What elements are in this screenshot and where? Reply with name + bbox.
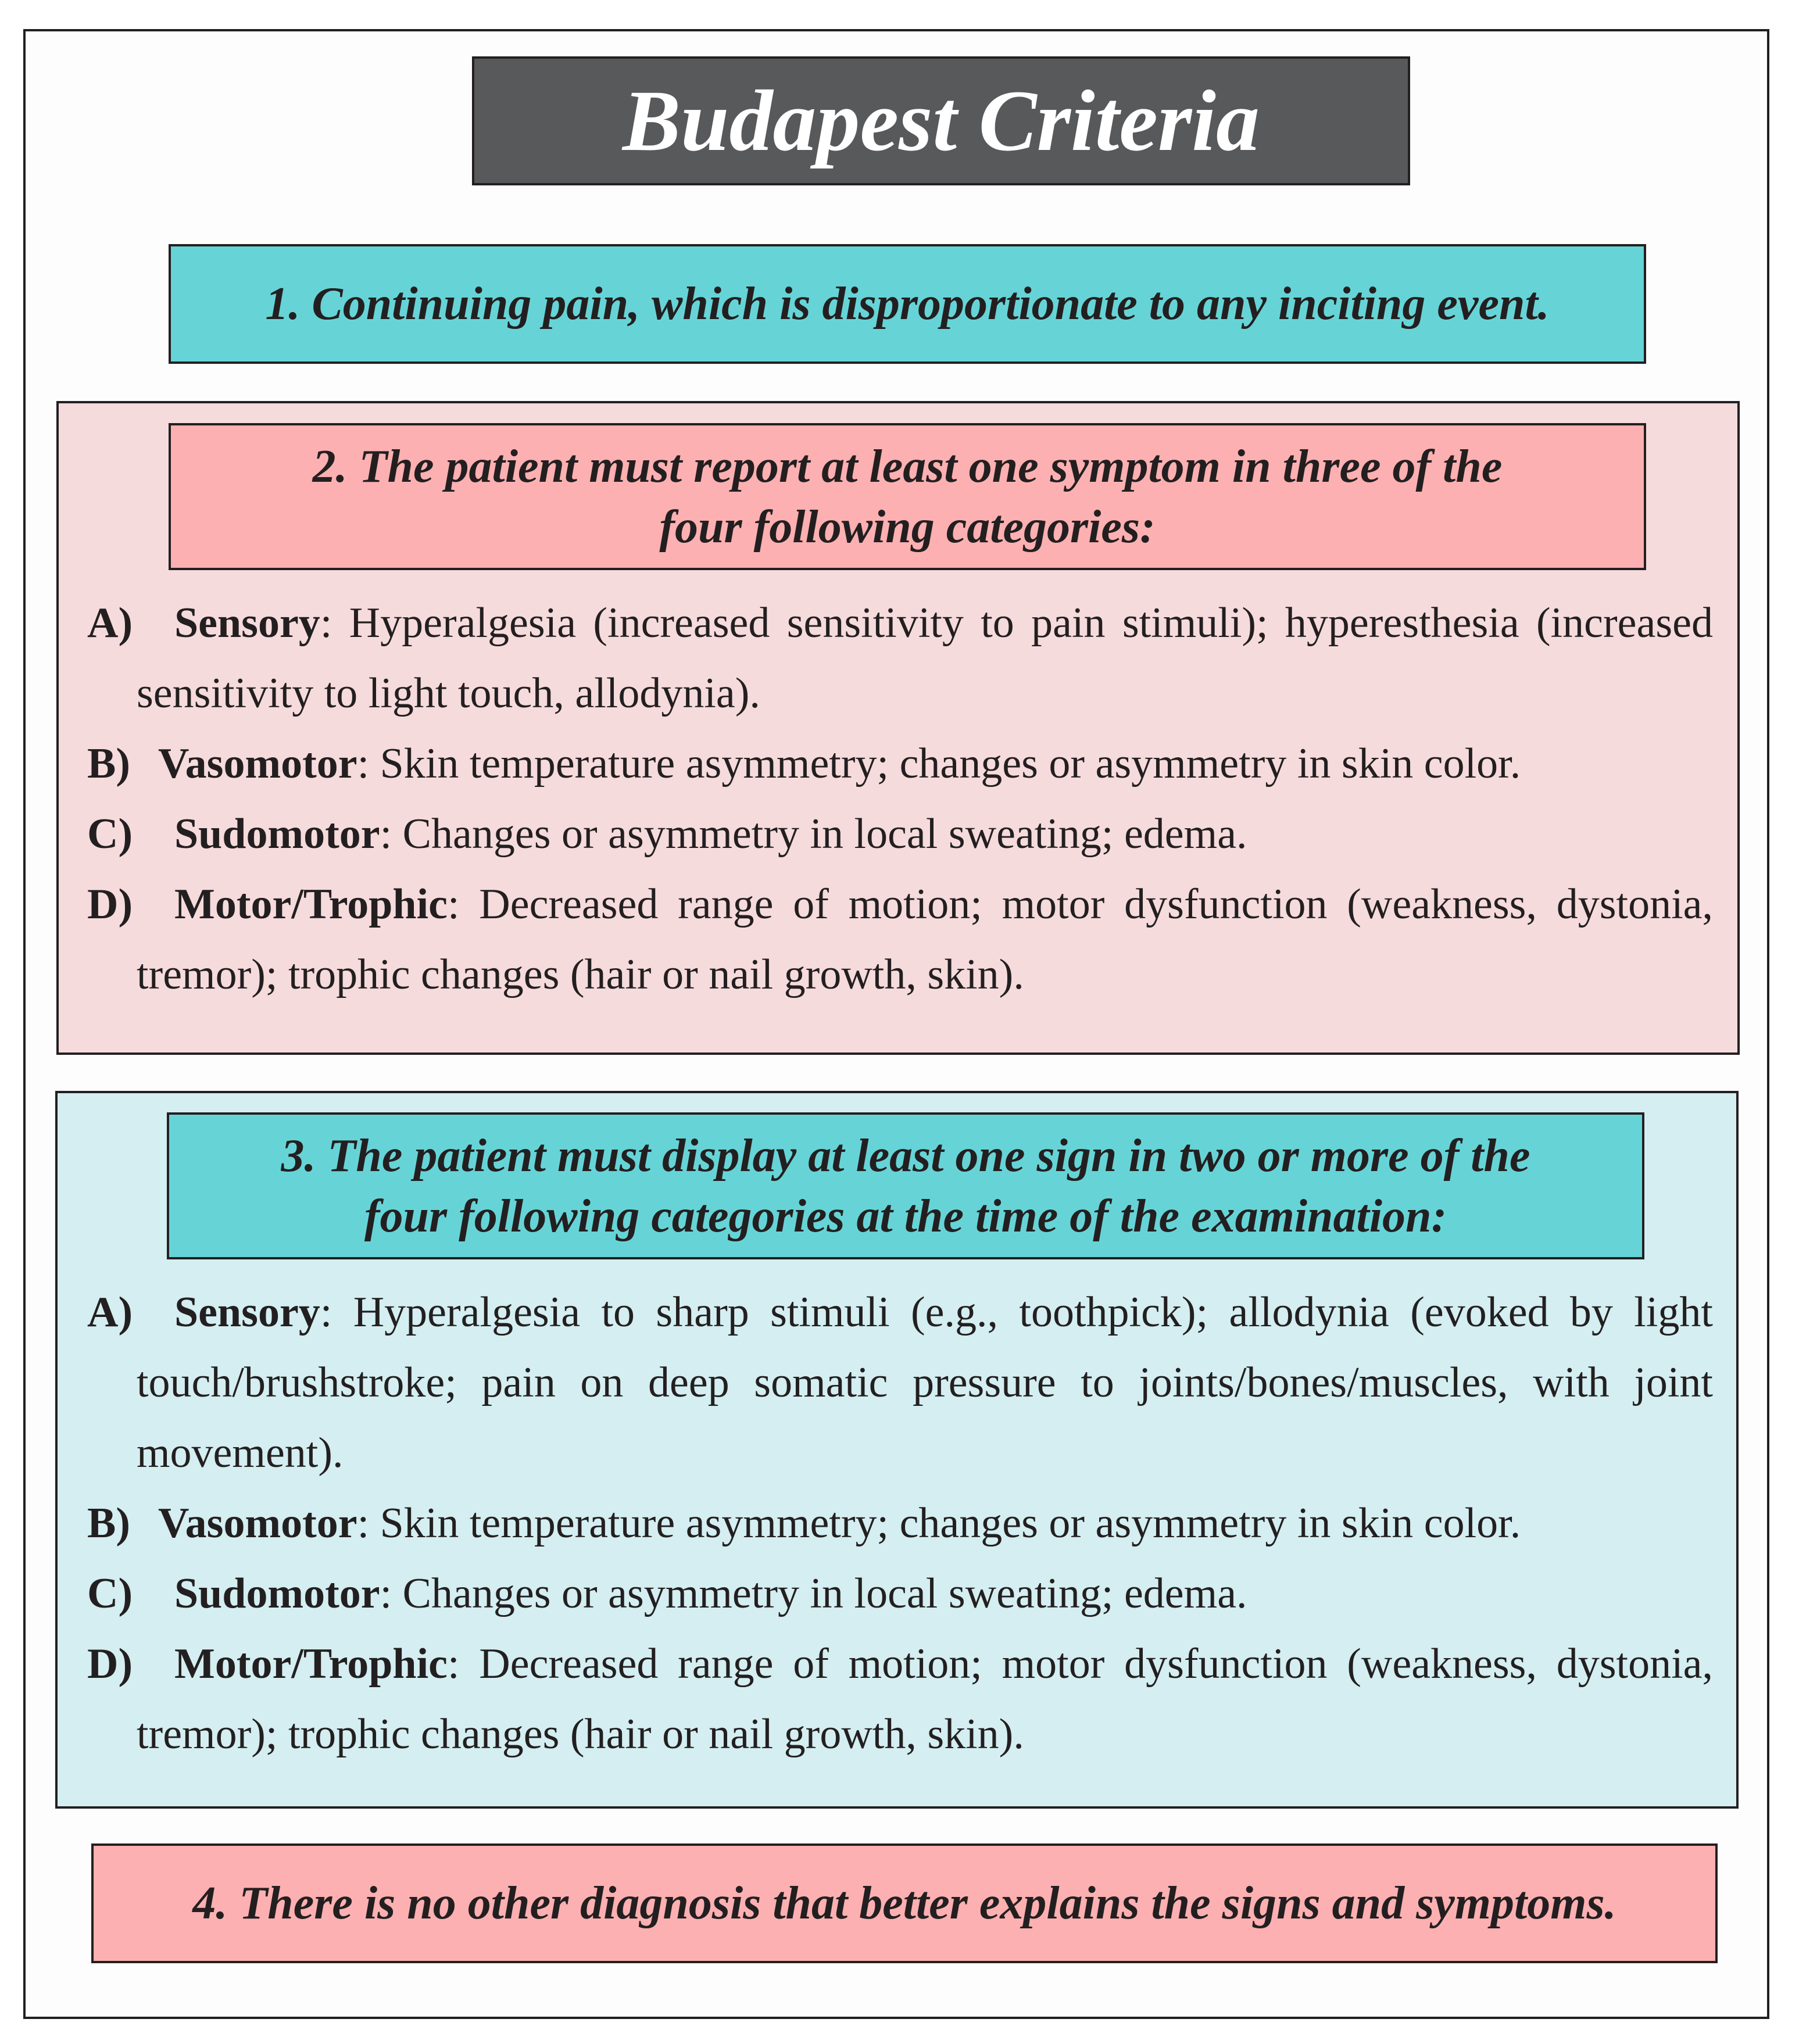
item-letter: B) — [87, 740, 130, 787]
criterion-4-text: 4. There is no other diagnosis that better explains the signs and symptoms. — [192, 1878, 1616, 1929]
list-item — [87, 588, 1713, 729]
criterion-2-heading — [169, 423, 1646, 570]
item-letter: B) — [87, 1499, 130, 1547]
criterion-2-heading-line-1: 2. The patient must report at least one symptom in three of the — [312, 441, 1503, 492]
list-item — [87, 869, 1713, 1010]
list-item — [87, 729, 1713, 799]
criterion-4-box — [91, 1843, 1718, 1963]
item-text: : Decreased range of motion; motor dysfunction (weakness, dystonia, tremor); trophic changes (hair or nail growth, skin). — [137, 880, 1713, 998]
item-category: Sensory — [174, 1288, 320, 1336]
criterion-2-list — [87, 588, 1713, 1010]
item-text: : Skin temperature asymmetry; changes or asymmetry in skin color. — [357, 740, 1521, 787]
item-text: : Changes or asymmetry in local sweating; edema. — [380, 1570, 1247, 1617]
criterion-1-text: 1. Continuing pain, which is disproportionate to any inciting event. — [265, 278, 1550, 330]
list-item — [87, 1277, 1713, 1488]
item-letter: C) — [87, 810, 133, 858]
criterion-3-list — [87, 1277, 1713, 1770]
criterion-3-heading — [167, 1112, 1644, 1259]
item-text: : Skin temperature asymmetry; changes or asymmetry in skin color. — [357, 1499, 1521, 1547]
item-letter: A) — [87, 1288, 133, 1336]
criterion-3-heading-line-2: four following categories at the time of the examination: — [364, 1190, 1447, 1242]
item-text: : Decreased range of motion; motor dysfunction (weakness, dystonia, tremor); trophic changes (hair or nail growth, skin). — [137, 1640, 1713, 1758]
item-category: Motor/Trophic — [174, 880, 448, 928]
item-letter: D) — [87, 880, 133, 928]
item-category: Sudomotor — [174, 1570, 380, 1617]
item-text: : Hyperalgesia (increased sensitivity to pain stimuli); hyperesthesia (increased sensitivity to light touch, allodynia). — [137, 599, 1713, 717]
list-item — [87, 1629, 1713, 1770]
criterion-3-heading-line-1: 3. The patient must display at least one sign in two or more of the — [281, 1130, 1530, 1182]
criterion-1-box — [169, 244, 1646, 364]
list-item — [87, 1488, 1713, 1559]
list-item — [87, 1559, 1713, 1629]
item-category: Vasomotor — [158, 1499, 357, 1547]
item-text: : Hyperalgesia to sharp stimuli (e.g., toothpick); allodynia (evoked by light touch/brushstroke; pain on deep somatic pressure to joints/bones/muscles, with joint movement). — [137, 1288, 1713, 1477]
item-text: : Changes or asymmetry in local sweating; edema. — [380, 810, 1247, 858]
item-category: Sudomotor — [174, 810, 380, 858]
page-title: Budapest Criteria — [623, 73, 1260, 169]
criterion-2-heading-line-2: four following categories: — [659, 501, 1156, 553]
item-category: Vasomotor — [158, 740, 357, 787]
title-banner — [472, 56, 1410, 185]
item-category: Motor/Trophic — [174, 1640, 448, 1688]
item-letter: C) — [87, 1570, 133, 1617]
item-letter: D) — [87, 1640, 133, 1688]
item-letter: A) — [87, 599, 133, 647]
item-category: Sensory — [174, 599, 320, 647]
list-item — [87, 799, 1713, 869]
